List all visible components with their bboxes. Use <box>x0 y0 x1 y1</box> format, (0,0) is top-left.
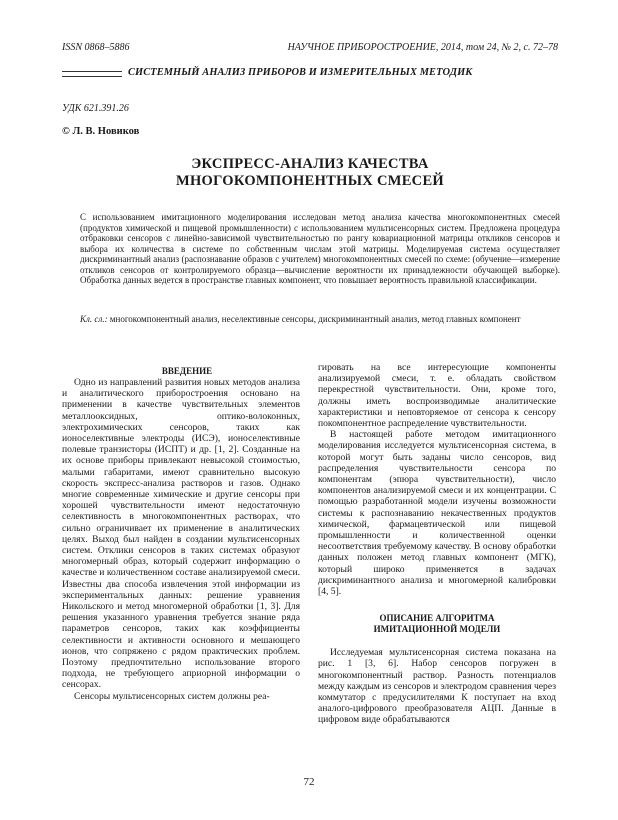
section-heading-introduction: ВВЕДЕНИЕ <box>161 366 213 376</box>
section-band <box>62 67 558 81</box>
copyright-icon: © <box>62 126 70 137</box>
section-title: СИСТЕМНЫЙ АНАЛИЗ ПРИБОРОВ И ИЗМЕРИТЕЛЬНЫХ МЕТОДИК <box>128 67 473 78</box>
paragraph: Одно из направлений развития новых методов анализа и аналитического приборостроения основано на применении в качестве чувствительных элементов металлооксидных, оптико-волоконных, электрохимических сенсоров, таких как ионоселективные электроды (ИСЭ), ионоселективные полевые транзисторы (ИСПТ) и др. [1, 2]. Созданные на их основе приборы привлекают невысокой стоимостью, малыми габаритами, имеют сравнительно высокую скорость экспресс-анализа растворов и газов. Однако многие современные химические и другие сенсоры при хорошей чувствительности имеют недостаточную селективность в многокомпонентных растворах, что сильно ограничивает их применение в аналитических целях. Выход был найден в создании мультисенсорных систем. Отклики сенсоров в таких системах образуют многомерный образ, который содержит информацию о качестве и количественном составе анализируемой смеси. Известны два способа извлечения этой информации из экспериментальных данных: решение уравнения Никольского и метод многомерной обработки [1, 3]. Для решения указанного уравнения требуется знание ряда параметров сенсоров, таких как коэффициенты селективности и активности основного и мешающего ионов, что сопряжено с рядом практических проблем. Поэтому предпочтительно использование второго подхода, не требующего априорной информации о сенсорах. <box>62 377 300 691</box>
section-heading-algorithm <box>318 613 556 635</box>
page-number: 72 <box>303 776 315 788</box>
paragraph: гировать на все интересующие компоненты анализируемой смеси, т. е. обладать свойством перекрестной чувствительности. Они, кроме того, должны иметь воспроизводимые аналитические характеристики и неповторяемое от сенсора к сенсору покомпонентное распределение чувствительности. <box>318 362 556 430</box>
issn: ISSN 0868–5886 <box>62 42 130 53</box>
keywords <box>80 314 554 325</box>
abstract: С использованием имитационного моделирования исследован метод анализа качества многокомпонентных смесей (продуктов химической и пищевой промышленности) с использованием мультисенсорных систем. Предложена процедура отбраковки сенсоров с линейно-зависимой чувствительностью по рангу ковариационной матрицы откликов сенсоров и выбора их количества в системе по собственным числам этой матрицы. Моделируемая система осуществляет дискриминантный анализ (распознавание образов с учителем) многокомпонентных смесей по схеме: (обучение—измерение откликов сенсоров от контролируемого образца—вычисление вероятности их принадлежности обучающей выборке). Обработка данных ведется в пространстве главных компонент, что повышает вероятность правильной классификации. <box>80 212 560 285</box>
author-name: Л. В. Новиков <box>72 126 140 137</box>
left-column <box>62 366 300 702</box>
author-line <box>62 126 139 137</box>
paragraph: Сенсоры мультисенсорных систем должны реа- <box>74 690 270 702</box>
keywords-label: Кл. сл.: <box>80 314 108 324</box>
keywords-text: многокомпонентный анализ, неселективные сенсоры, дискриминантный анализ, метод главных компонент <box>109 314 521 324</box>
heading-line-1: ОПИСАНИЕ АЛГОРИТМА <box>379 613 495 624</box>
journal-reference: НАУЧНОЕ ПРИБОРОСТРОЕНИЕ, 2014, том 24, № 2, c. 72–78 <box>287 42 558 53</box>
right-column <box>318 362 556 726</box>
title-line-1: ЭКСПРЕСС-АНАЛИЗ КАЧЕСТВА <box>191 156 429 172</box>
heading-line-2: ИМИТАЦИОННОЙ МОДЕЛИ <box>373 624 501 635</box>
paragraph: В настоящей работе методом имитационного моделирования исследуется мультисенсорная система, в которой могут быть заданы число сенсоров, вид распределения чувствительности сенсора по компонентам (эпюра чувствительности), число компонентов анализируемой смеси и их концентрации. С помощью разработанной модели изучены возможности системы к распознаванию некачественных продуктов химической, фармацевтической или пищевой промышленности и количественной оценки несоответствия требуемому качеству. В основу обработки данных положен метод главных компонент (МГК), который широко применяется в задачах дискриминантного анализа и многомерной калибровки [4, 5]. <box>318 429 556 598</box>
decorative-double-rule <box>62 71 122 77</box>
paragraph: Исследуемая мультисенсорная система показана на рис. 1 [3, 6]. Набор сенсоров погружен в многокомпонентный раствор. Разность потенциалов между каждым из сенсоров и электродом сравнения через коммутатор с предусилителями К поступает на вход аналого-цифрового преобразователя АЦП. Данные в цифровом виде обрабатываются <box>318 647 556 726</box>
title-line-2: МНОГОКОМПОНЕНТНЫХ СМЕСЕЙ <box>175 173 445 189</box>
article-title <box>62 156 558 190</box>
udk-code: УДК 621.391.26 <box>62 103 129 114</box>
